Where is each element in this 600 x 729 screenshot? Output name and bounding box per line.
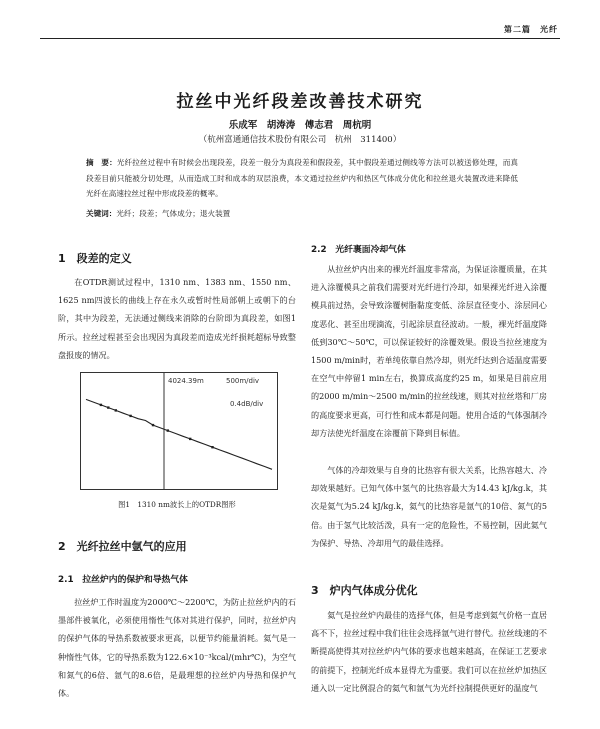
keywords — [86, 208, 518, 219]
section-1-paragraph: 在OTDR测试过程中，1310 nm、1383 nm、1550 nm、1625 nm四波长的曲线上存在永久或暂时性局部朝上或朝下的台阶，其中为段差，无法通过侧线来消除的台阶即为真段差，如图1所示。拉丝过程甚至会出现因为真段差而造成光纤损耗超标导致整盘报废的情况。 — [58, 277, 296, 360]
running-header: 第二篇 光纤 — [504, 25, 558, 34]
section-2-2-paragraph-2: 气体的冷却效果与自身的比热容有很大关系，比热容越大、冷却效果越好。已知气体中氢气的比热容最大为14.43 kJ/kg.k，其次是氦气为5.24 kJ/kg.k，氦气的比热容是氩气的10倍、氮气的5倍。由于氢气比较活泼，具有一定的危险性，不易控制，因此氦气为保护、导热、冷却用气的最佳选择。 — [311, 465, 547, 548]
header-rule — [40, 38, 560, 39]
section-1-heading: 1 段差的定义 — [58, 252, 132, 265]
event-marker-7 — [211, 446, 213, 448]
section-2-2-paragraph-1: 从拉丝炉内出来的裸光纤温度非常高，为保证涂覆质量，在其进入涂覆模具之前我们需要对光纤进行冷却，如果裸光纤进入涂覆模具前过热，会导致涂覆树脂黏度变低、涂层直径变小、涂层同心度恶化、甚至出现滴流，引起涂层直径波动。一般，裸光纤温度降低到30℃～50℃，可以保证较好的涂覆效果。假设当拉丝速度为1500 m/min时，若单纯依靠自然冷却，则光纤达到合适温度需要在空气中停留1 min左右，换算成高度约25 m，如果是目前应用的2000 m/min～2500 m/min的拉丝线速，则其对拉丝塔和厂房的高度要求更高，可行性和成本都是问题。使用合适的气体强制冷却方法使光纤温度在涂覆前下降到目标值。 — [311, 264, 547, 438]
section-3-paragraph: 氦气是拉丝炉内最佳的选择气体，但是考虑到氦气价格一直居高不下，拉丝过程中我们往往会选择氩气进行替代。拉丝线速的不断提高使得其对拉丝炉内气体的要求也越来越高，在保证工艺要求的前提下，控制光纤成本显得尤为重要。我们可以在拉丝炉加热区通入以一定比例混合的氦气和氩气为光纤拉制提供更好的温度气 — [311, 610, 547, 693]
section-2-heading: 2 光纤拉丝中氩气的应用 — [58, 540, 187, 553]
otdr-figure — [80, 372, 278, 490]
y-scale-label: 0.4dB/div — [230, 400, 264, 408]
event-marker-5 — [167, 429, 169, 431]
event-marker-4 — [152, 424, 154, 426]
figure-1-caption: 图1 1310 nm波长上的OTDR图形 — [118, 500, 236, 509]
section-2-1-heading: 2.1 拉丝炉内的保护和导热气体 — [58, 575, 188, 585]
abstract-text: 光纤拉丝过程中有时候会出现段差，段差一般分为真段差和假段差，其中假段差通过侧线等方法可以被送修处理，而真段差目前只能被分切处理，从而造成工时和成本的双层浪费，本文通过拉丝炉内和热区气体成分优化和拉丝退火装置改进来降低光纤在高速拉丝过程中形成段差的概率。 — [86, 158, 519, 198]
event-marker-0 — [100, 404, 102, 406]
section-3-heading: 3 炉内气体成分优化 — [311, 584, 418, 597]
abstract — [86, 155, 518, 202]
keywords-label: 关键词： — [86, 209, 117, 218]
event-marker-6 — [189, 438, 191, 440]
section-2-1-paragraph: 拉丝炉工作时温度为2000℃～2200℃，为防止拉丝炉内的石墨部件被氧化，必须使用惰性气体对其进行保护，同时，拉丝炉内的保护气体的导热系数被要求更高，以便节约能量消耗。氦气是一种惰性气体，它的导热系数为122.6×10⁻³kcal/(mhr℃)，为空气和氮气的6倍、氩气的8.6倍，是最理想的拉丝炉内导热和保护气体。 — [58, 597, 296, 699]
paper-title: 拉丝中光纤段差改善技术研究 — [176, 92, 424, 112]
abstract-label: 摘 要： — [86, 158, 117, 167]
section-2-2-heading: 2.2 光纤裹面冷却气体 — [311, 245, 406, 255]
figure-frame — [81, 373, 278, 490]
trace-distance-label: 4024.39m — [168, 377, 204, 385]
event-marker-1 — [107, 406, 109, 408]
keywords-text: 光纤；段差；气体成分；退火装置 — [116, 209, 231, 218]
x-scale-label: 500m/div — [226, 377, 260, 385]
event-marker-3 — [129, 415, 131, 417]
authors: 乐成军 胡涛涛 傅志君 周杭明 — [228, 120, 372, 131]
event-marker-2 — [115, 409, 117, 411]
affiliation: （杭州富通通信技术股份有限公司 杭州 311400） — [198, 135, 402, 145]
